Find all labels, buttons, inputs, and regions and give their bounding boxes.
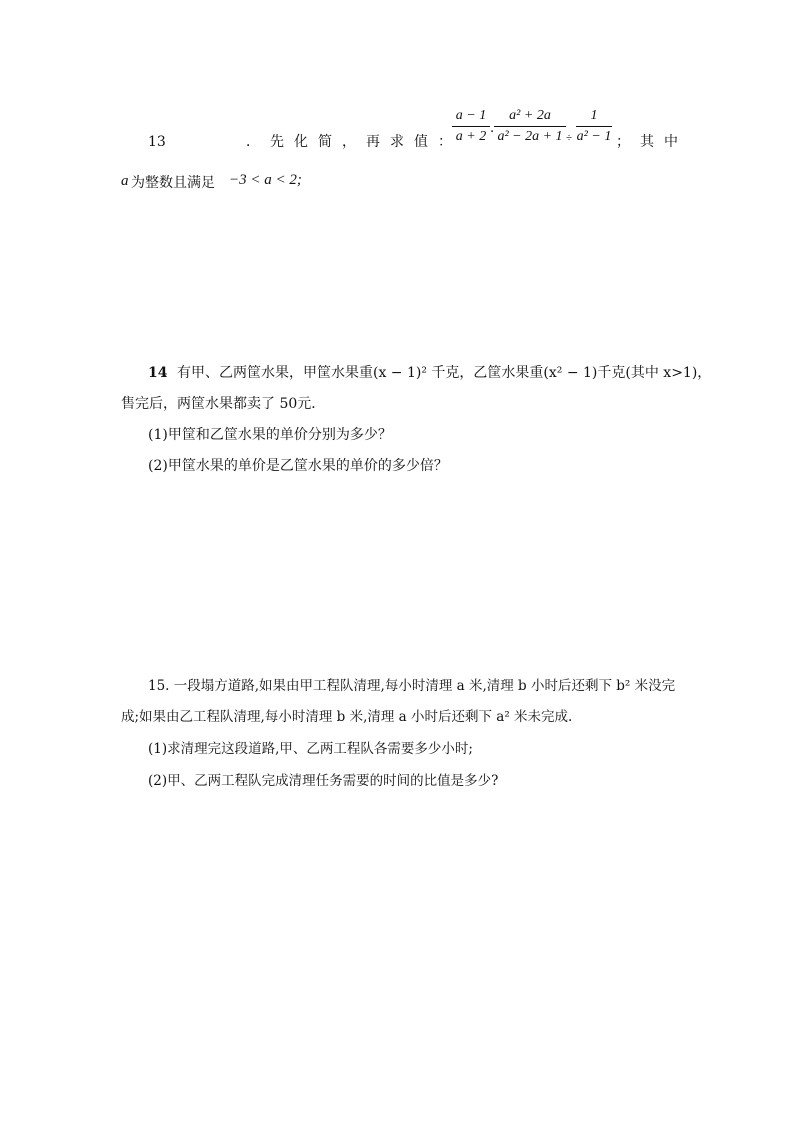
- question-13-inequality: −3 < a < 2;: [229, 172, 302, 188]
- fraction-2-bar: [494, 126, 566, 127]
- question-13-condition-text: 为整数且满足: [131, 175, 215, 191]
- question-13-tail: ；其中: [616, 134, 688, 150]
- fraction-3: [576, 108, 612, 145]
- question-14-sub-2: (2)甲筐水果的单价是乙筐水果的单价的多少倍？: [148, 458, 448, 474]
- question-14-sub-1: (1)甲筐和乙筐水果的单价分别为多少？: [148, 427, 392, 443]
- fraction-1-bar: [452, 126, 490, 127]
- question-13-intro: ．先化简，再求值：: [246, 134, 462, 150]
- question-14-line-1: ．有甲、乙两筐水果，甲筐水果重(x − 1)² 千克，乙筐水果重(x² − 1)千克(其中 x>1)，: [163, 365, 712, 381]
- question-14-line-2: 售完后，两筐水果都卖了 50元．: [121, 396, 326, 412]
- question-15-line-1: 15. 一段塌方道路,如果由甲工程队清理,每小时清理 a 米,清理 b 小时后还剩下 b² 米没完: [148, 678, 676, 694]
- fraction-1: [452, 108, 490, 145]
- question-14-number: 14: [148, 365, 168, 381]
- question-15-line-2: 成;如果由乙工程队清理,每小时清理 b 米,清理 a 小时后还剩下 a² 米未完成.: [121, 709, 573, 725]
- divide-sign: ÷: [566, 132, 573, 144]
- fraction-2: [494, 108, 566, 145]
- multiply-dot: ·: [490, 124, 494, 140]
- fraction-2-denominator: a² − 2a + 1: [497, 129, 563, 144]
- fraction-3-numerator: 1: [590, 108, 598, 123]
- question-15-sub-2: (2)甲、乙两工程队完成清理任务需要的时间的比值是多少?: [148, 773, 499, 789]
- fraction-1-numerator: a − 1: [455, 108, 487, 123]
- question-15-sub-1: (1)求清理完这段道路,甲、乙两工程队各需要多少小时;: [148, 741, 473, 757]
- question-13-variable: a: [121, 173, 129, 189]
- fraction-3-bar: [576, 126, 612, 127]
- fraction-3-denominator: a² − 1: [576, 129, 612, 144]
- question-13-number: 13: [148, 134, 166, 150]
- fraction-1-denominator: a + 2: [455, 129, 487, 144]
- fraction-2-numerator: a² + 2a: [509, 108, 551, 123]
